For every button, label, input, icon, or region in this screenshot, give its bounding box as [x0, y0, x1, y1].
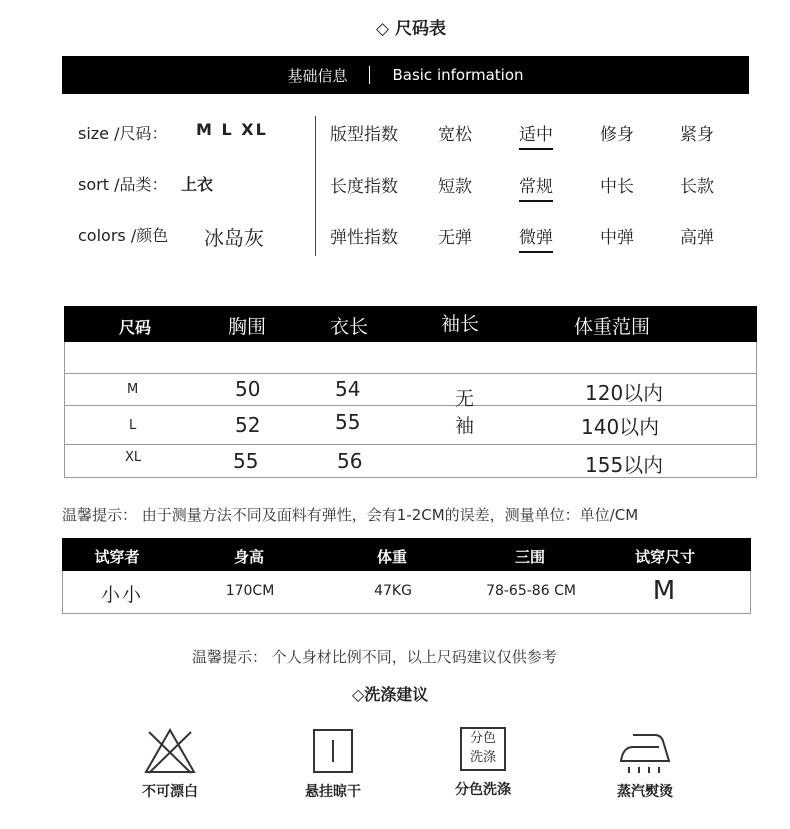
index-option-text: 修身: [600, 125, 634, 145]
size-table-header: [64, 306, 757, 342]
hang-dry-icon: [309, 727, 357, 775]
index-option: [587, 172, 647, 197]
header-measurements: 三围: [514, 548, 546, 566]
index-option-text: 适中: [519, 125, 553, 150]
table-row: [64, 406, 757, 445]
row-weight: 140以内: [581, 415, 660, 439]
table-row: [64, 374, 757, 410]
header-weight: 体重: [376, 548, 408, 566]
care-label: 不可漂白: [142, 784, 198, 800]
icon-text-line: 洗涤: [469, 750, 496, 765]
row-sleeve: 无: [455, 388, 475, 410]
wash-title: ◇洗涤建议: [352, 685, 429, 704]
header-chest: 胸围: [228, 316, 267, 338]
care-separate-wash: [423, 727, 543, 799]
header-length: 衣长: [330, 316, 369, 338]
header-sleeve: 袖长: [441, 313, 480, 335]
row-weight: 155以内: [585, 453, 664, 477]
index-option: [506, 223, 566, 248]
page-title: ◇ 尺码表: [376, 19, 446, 39]
header-size: 尺码: [119, 318, 152, 337]
index-option: [425, 223, 485, 248]
index-option-text: 微弹: [519, 228, 553, 253]
size-advice-tip: 温馨提示： 个人身材比例不同，以上尺码建议仅供参考: [192, 648, 557, 666]
row-chest: 52: [235, 413, 261, 437]
index-option: [667, 172, 727, 197]
model-size: M: [652, 576, 676, 606]
header-model: 试穿者: [94, 548, 140, 566]
care-no-bleach: [110, 727, 230, 801]
model-weight: 47KG: [374, 583, 412, 599]
model-table-header: [62, 538, 751, 571]
index-option-text: 长款: [680, 177, 714, 197]
icon-text-line: 分色: [469, 731, 496, 746]
index-option: [667, 223, 727, 248]
sort-label: sort /品类：: [78, 175, 168, 194]
care-label: 悬挂晾干: [305, 784, 361, 800]
care-label: 蒸汽熨烫: [617, 784, 673, 800]
model-table: [62, 538, 751, 614]
header-height: 身高: [233, 548, 265, 566]
index-option-text: 中弹: [600, 228, 634, 248]
index-option-text: 无弹: [438, 228, 472, 248]
basic-info-bar: [62, 56, 749, 94]
index-option-text: 紧身: [680, 125, 714, 145]
index-option: [506, 172, 566, 197]
care-hang-dry: [273, 727, 393, 801]
index-option-text: 常规: [519, 177, 553, 202]
row-size: XL: [125, 450, 142, 465]
index-option-text: 短款: [438, 177, 472, 197]
index-label: 长度指数: [330, 177, 398, 197]
index-option-text: 宽松: [438, 125, 472, 145]
table-row: [62, 571, 751, 614]
table-row: [64, 445, 757, 478]
table-row-empty: [64, 342, 757, 374]
size-value: M L XL: [196, 120, 268, 139]
separate-wash-icon: [460, 727, 506, 771]
size-table: [64, 306, 757, 478]
care-label: 分色洗涤: [455, 782, 511, 798]
basic-info-cn: 基础信息: [287, 66, 348, 85]
model-name: 小小: [100, 584, 144, 606]
sort-value: 上衣: [181, 175, 214, 194]
index-label: 弹性指数: [330, 228, 398, 248]
row-size: M: [127, 382, 139, 397]
index-label: 版型指数: [330, 125, 398, 145]
index-option-text: 高弹: [680, 228, 714, 248]
index-option: [425, 172, 485, 197]
row-chest: 50: [235, 377, 261, 401]
color-value: 冰岛灰: [204, 226, 264, 250]
index-option: [667, 120, 727, 145]
header-weight: 体重范围: [574, 316, 651, 338]
care-steam-iron: [585, 727, 705, 801]
index-option-text: 中长: [600, 177, 634, 197]
row-length: 56: [337, 449, 363, 473]
model-measurements: 78-65-86 CM: [486, 583, 576, 599]
index-option: [506, 120, 566, 145]
header-tried-size: 试穿尺寸: [634, 548, 696, 566]
index-option: [587, 223, 647, 248]
bar-separator: [369, 66, 370, 84]
size-label: size /尺码：: [78, 124, 168, 143]
row-length: 55: [335, 410, 361, 434]
info-divider: [315, 116, 316, 256]
steam-iron-icon: [615, 727, 675, 775]
index-option: [587, 120, 647, 145]
measurement-tip: 温馨提示： 由于测量方法不同及面料有弹性，会有1-2CM的误差，测量单位：单位/CM: [62, 506, 639, 524]
color-label: colors /颜色: [78, 226, 169, 245]
index-option: [425, 120, 485, 145]
row-size: L: [129, 418, 137, 433]
row-weight: 120以内: [585, 381, 664, 405]
row-length: 54: [335, 377, 361, 401]
row-chest: 55: [233, 449, 259, 473]
model-height: 170CM: [225, 583, 275, 599]
row-sleeve: 袖: [455, 415, 475, 437]
no-bleach-icon: [143, 727, 197, 775]
basic-info-en: Basic information: [392, 66, 524, 84]
